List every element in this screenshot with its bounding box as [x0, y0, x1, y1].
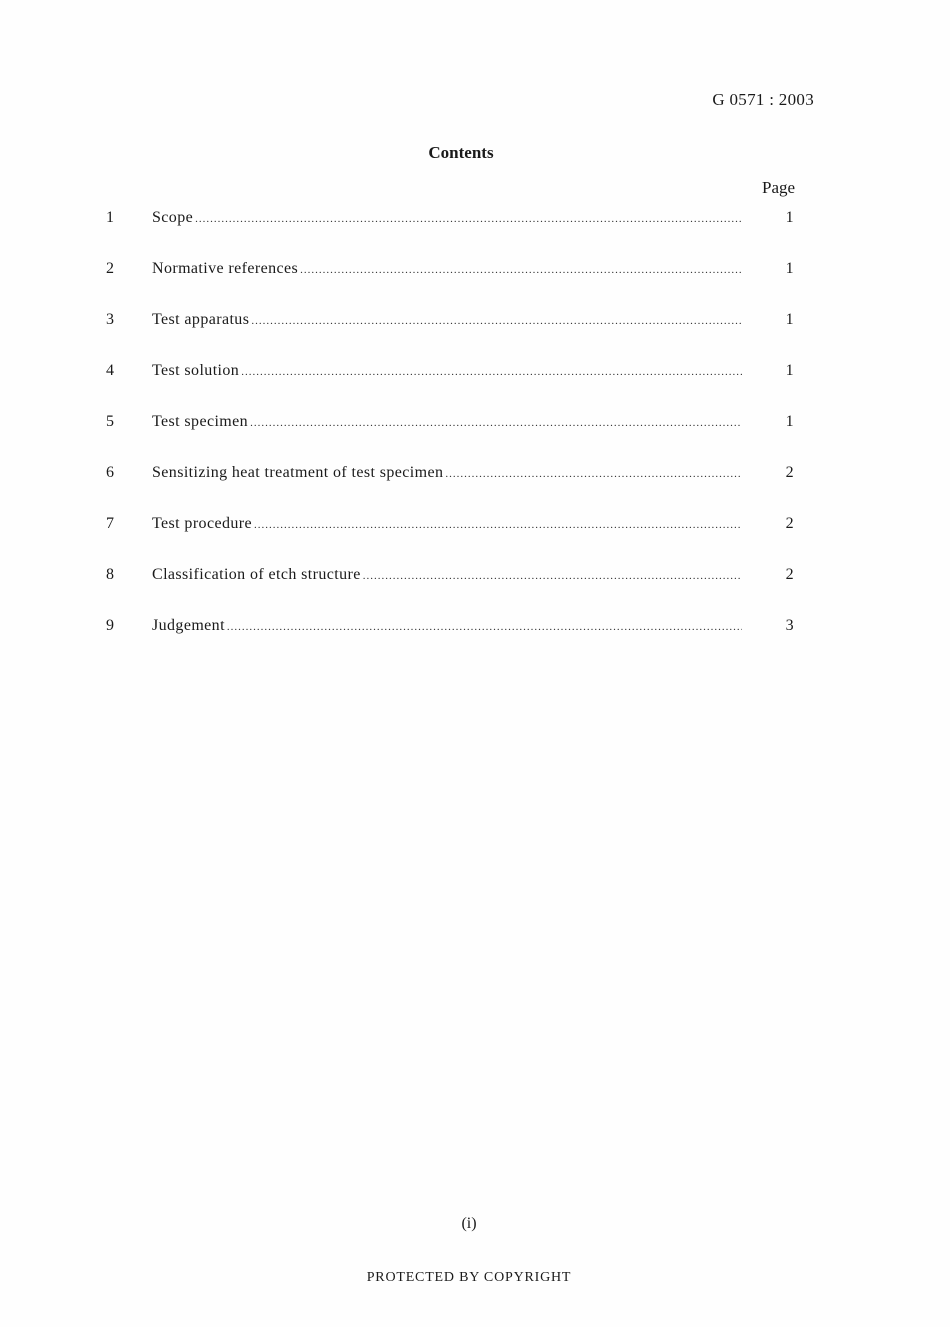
toc-entry-page: 1: [785, 311, 794, 328]
toc-entry-page: 1: [785, 209, 794, 226]
toc-entry-page: 1: [785, 413, 794, 430]
toc-entry-7[interactable]: [104, 511, 804, 562]
toc-entry-number: 3: [106, 311, 115, 328]
toc-entry-title: Scope: [152, 209, 194, 226]
toc-entry-title: Test specimen: [152, 413, 249, 430]
page-column-header: Page: [762, 178, 796, 197]
dot-leader: [195, 213, 742, 225]
toc-entry-page: 1: [785, 260, 794, 277]
toc-entry-title: Test solution: [152, 362, 240, 379]
dot-leader: [363, 570, 742, 582]
toc-entry-title: Sensitizing heat treatment of test specimen: [152, 464, 444, 481]
toc-entry-title: Test apparatus: [152, 311, 250, 328]
toc-entry-9[interactable]: [104, 613, 804, 664]
toc-entry-page: 3: [785, 617, 794, 634]
standard-number: G 0571 : 2003: [712, 90, 814, 109]
page-folio: (i): [461, 1215, 477, 1232]
dot-leader: [227, 621, 742, 633]
toc-entry-1[interactable]: [104, 205, 804, 256]
toc-entry-number: 9: [106, 617, 115, 634]
toc-entry-number: 4: [106, 362, 115, 379]
toc-entry-number: 7: [106, 515, 115, 532]
toc-entry-page: 1: [785, 362, 794, 379]
toc-entry-page: 2: [785, 566, 794, 583]
table-of-contents: [104, 205, 804, 664]
toc-entry-5[interactable]: [104, 409, 804, 460]
toc-entry-2[interactable]: [104, 256, 804, 307]
contents-heading: Contents: [428, 143, 494, 162]
toc-entry-title: Normative references: [152, 260, 299, 277]
dot-leader: [241, 366, 742, 378]
dot-leader: [250, 417, 742, 429]
toc-entry-8[interactable]: [104, 562, 804, 613]
dot-leader: [254, 519, 742, 531]
toc-entry-page: 2: [785, 464, 794, 481]
toc-entry-number: 8: [106, 566, 115, 583]
dot-leader: [445, 468, 742, 480]
dot-leader: [300, 264, 742, 276]
dot-leader: [251, 315, 742, 327]
toc-entry-number: 1: [106, 209, 115, 226]
toc-entry-number: 6: [106, 464, 115, 481]
toc-entry-title: Test procedure: [152, 515, 252, 532]
toc-entry-number: 2: [106, 260, 115, 277]
toc-entry-page: 2: [785, 515, 794, 532]
toc-entry-number: 5: [106, 413, 115, 430]
copyright-notice: PROTECTED BY COPYRIGHT: [366, 1270, 572, 1285]
toc-entry-6[interactable]: [104, 460, 804, 511]
toc-entry-4[interactable]: [104, 358, 804, 409]
toc-entry-title: Classification of etch structure: [152, 566, 361, 583]
toc-entry-title: Judgement: [152, 617, 225, 634]
toc-entry-3[interactable]: [104, 307, 804, 358]
